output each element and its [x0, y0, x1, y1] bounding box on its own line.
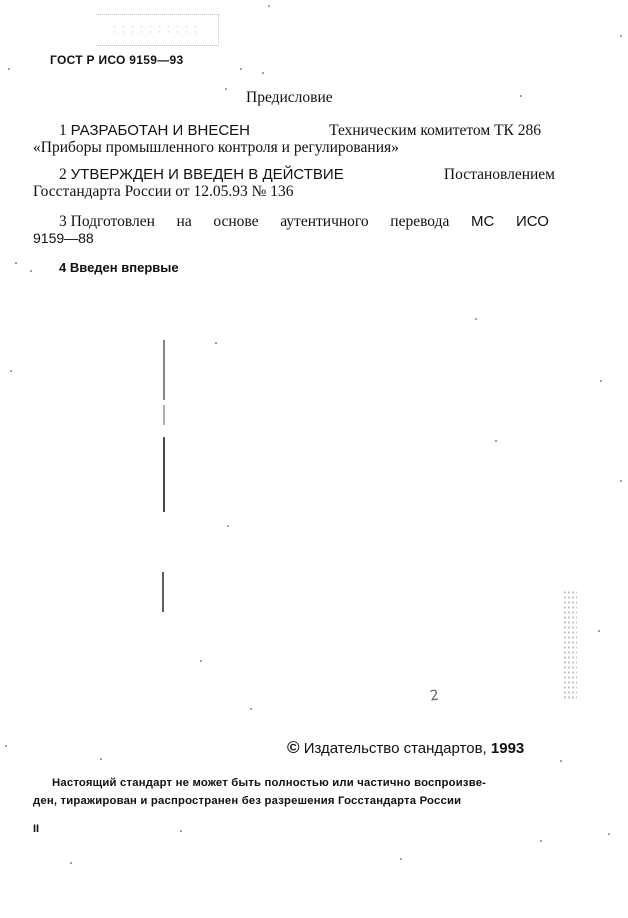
scan-speck	[608, 833, 610, 835]
scan-speck	[5, 745, 7, 747]
paragraph-2-number: 2	[59, 166, 67, 183]
scan-speck	[15, 262, 17, 264]
stamp-texture	[110, 23, 200, 35]
scan-speck	[70, 862, 72, 864]
scan-speck	[495, 440, 497, 442]
scan-speck	[225, 88, 227, 90]
paragraph-3-word: МС	[471, 213, 495, 230]
publisher-name: Издательство стандартов,	[303, 740, 487, 757]
paragraph-3-word: перевода	[390, 213, 450, 230]
scan-speck	[250, 708, 252, 710]
paragraph-2-heading: УТВЕРЖДЕН И ВВЕДЕН В ДЕЙСТВИЕ	[70, 166, 344, 183]
paragraph-3-word: на	[176, 213, 192, 230]
paragraph-2-text: Постановлением	[443, 166, 555, 183]
paragraph-2-line-2: Госстандарта России от 12.05.93 № 136	[33, 183, 294, 200]
faded-stamp	[96, 14, 219, 46]
paragraph-3-line-1	[59, 213, 549, 231]
paragraph-1-heading: РАЗРАБОТАН И ВНЕСЕН	[70, 122, 251, 139]
scan-speck	[200, 660, 202, 662]
scan-speck	[620, 35, 622, 37]
scan-line-artifact	[163, 340, 165, 400]
scan-line-artifact	[162, 572, 164, 612]
scan-speck	[240, 68, 242, 70]
scan-speck	[475, 318, 477, 320]
handwritten-mark: 2	[428, 687, 440, 705]
scan-speck	[520, 95, 522, 97]
page-number: II	[33, 823, 40, 835]
scan-speck	[540, 840, 542, 842]
side-stamp-artifact	[563, 590, 577, 700]
paragraph-1-text: Техническим комитетом ТК 286	[329, 122, 541, 139]
standard-code-header: ГОСТ Р ИСО 9159—93	[50, 53, 184, 67]
scan-speck	[560, 760, 562, 762]
reproduction-notice-line-1: Настоящий стандарт не может быть полностью или частично воспроизве-	[52, 777, 487, 789]
paragraph-3-number: 3	[59, 213, 67, 230]
copyright-year: 1993	[490, 740, 525, 757]
scan-speck	[8, 68, 10, 70]
paragraph-2-line-1	[59, 166, 555, 184]
copyright-icon: ©	[287, 738, 300, 757]
scan-speck	[30, 270, 32, 272]
scan-speck	[268, 5, 270, 7]
scan-speck	[600, 380, 602, 382]
paragraph-1-line-2: «Приборы промышленного контроля и регулирования»	[33, 139, 399, 156]
scan-speck	[400, 858, 402, 860]
reproduction-notice-line-2: ден, тиражирован и распространен без разрешения Госстандарта России	[33, 795, 462, 807]
scan-speck	[227, 525, 229, 527]
paragraph-4-text: Введен впервые	[69, 260, 179, 275]
scan-speck	[10, 370, 12, 372]
scan-speck	[620, 480, 622, 482]
scan-line-artifact	[163, 437, 165, 512]
paragraph-1-number: 1	[59, 122, 67, 139]
scan-line-artifact	[163, 405, 165, 425]
paragraph-3-word: основе	[213, 213, 259, 230]
paragraph-3-word: аутентичного	[280, 213, 369, 230]
scan-speck	[262, 72, 264, 74]
section-title: Предисловие	[246, 89, 333, 106]
paragraph-3-word: ИСО	[516, 213, 549, 230]
scan-speck	[180, 830, 182, 832]
paragraph-4-number: 4	[59, 260, 67, 275]
paragraph-3-line-2: 9159—88	[33, 230, 94, 246]
paragraph-3-word: Подготовлен	[70, 213, 155, 230]
paragraph-4	[59, 259, 179, 277]
scan-speck	[215, 342, 217, 344]
scan-speck	[598, 630, 600, 632]
paragraph-1-line-1	[59, 122, 541, 140]
copyright-line	[287, 738, 524, 758]
scan-speck	[100, 758, 102, 760]
